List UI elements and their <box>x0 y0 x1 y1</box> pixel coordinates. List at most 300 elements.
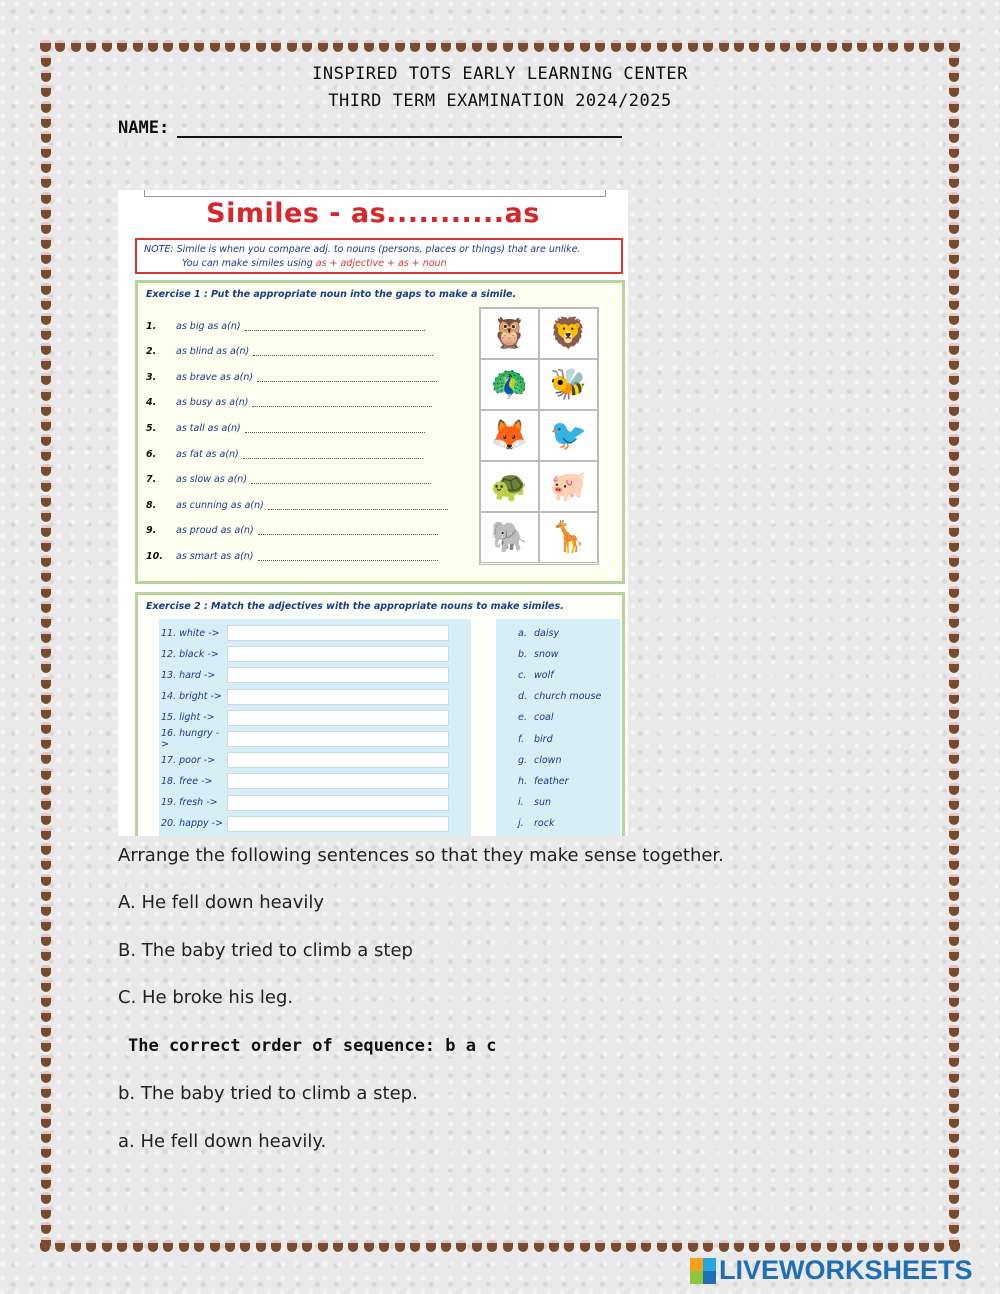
exam-title: THIRD TERM EXAMINATION 2024/2025 <box>328 91 672 111</box>
border-bead-icon <box>949 601 959 613</box>
border-bead-icon <box>41 586 51 598</box>
border-bead-icon <box>949 555 959 567</box>
note-line-2: You can make similes using <box>182 258 313 269</box>
border-bead-icon <box>672 40 682 52</box>
border-bead-icon <box>210 40 220 52</box>
exercise-1-item <box>146 396 432 410</box>
exercise-1-item <box>146 549 438 563</box>
border-bead-icon <box>703 40 713 52</box>
border-bead-icon <box>41 540 51 552</box>
item-text: as fat as a(n) <box>176 448 239 460</box>
border-bead-icon <box>41 1040 51 1052</box>
border-bead-icon <box>41 965 51 977</box>
border-bead-icon <box>179 40 189 52</box>
answer-blank[interactable] <box>257 373 437 382</box>
name-input-line[interactable] <box>177 118 622 138</box>
border-bead-icon <box>41 677 51 689</box>
animal-picture-icon: 🦊 <box>480 410 539 461</box>
exercise-1 <box>135 280 625 584</box>
border-bead-icon <box>41 1192 51 1204</box>
adjective-label: 18. free -> <box>161 775 213 787</box>
border-bead-icon <box>41 601 51 613</box>
noun-word: coal <box>534 712 554 724</box>
border-bead-icon <box>949 192 959 204</box>
border-bead-icon <box>41 995 51 1007</box>
item-text: as blind as a(n) <box>176 346 250 358</box>
note-line-1: NOTE: Simile is when you compare adj. to nouns (persons, places or things) that are unlike. <box>144 244 581 255</box>
border-bead-icon <box>949 373 959 385</box>
noun-option <box>518 646 559 662</box>
match-input[interactable] <box>227 625 449 641</box>
border-bead-icon <box>302 1240 312 1252</box>
border-bead-icon <box>580 1240 590 1252</box>
border-bead-icon <box>333 1240 343 1252</box>
adjective-label: 11. white -> <box>161 627 220 639</box>
border-bead-icon <box>888 40 898 52</box>
adjective-row <box>161 625 449 641</box>
match-input[interactable] <box>227 731 449 747</box>
border-bead-icon <box>102 40 112 52</box>
item-text: as slow as a(n) <box>176 474 248 486</box>
noun-word: wolf <box>534 669 554 681</box>
border-bead-icon <box>41 752 51 764</box>
note-box <box>135 238 623 274</box>
border-bead-icon <box>210 1240 220 1252</box>
border-bead-icon <box>102 1240 112 1252</box>
border-bead-icon <box>55 40 65 52</box>
border-bead-icon <box>949 631 959 643</box>
border-bead-icon <box>71 1240 81 1252</box>
match-input[interactable] <box>227 646 449 662</box>
adjective-label: 15. light -> <box>161 712 215 724</box>
border-bead-icon <box>287 1240 297 1252</box>
border-bead-icon <box>41 616 51 628</box>
border-bead-icon <box>41 798 51 810</box>
animal-picture-icon: 🐘 <box>480 512 539 563</box>
exercise-1-item <box>146 473 431 487</box>
border-bead-icon <box>564 1240 574 1252</box>
border-bead-icon <box>41 464 51 476</box>
adjective-row <box>161 667 449 683</box>
school-name: INSPIRED TOTS EARLY LEARNING CENTER <box>312 64 688 84</box>
border-bead-icon <box>949 722 959 734</box>
border-bead-icon <box>163 1240 173 1252</box>
border-bead-icon <box>41 768 51 780</box>
noun-word: clown <box>534 754 562 766</box>
match-input[interactable] <box>227 752 449 768</box>
border-bead-icon <box>41 813 51 825</box>
border-bead-icon <box>734 1240 744 1252</box>
border-bead-icon <box>949 798 959 810</box>
adjective-label: 20. happy -> <box>161 818 224 830</box>
border-bead-icon <box>949 1116 959 1128</box>
item-text: as cunning as a(n) <box>176 499 264 511</box>
match-input[interactable] <box>227 816 449 832</box>
border-bead-icon <box>719 40 729 52</box>
sentence-b: B. The baby tried to climb a step <box>118 940 413 961</box>
match-input[interactable] <box>227 689 449 705</box>
border-bead-icon <box>86 40 96 52</box>
border-bead-icon <box>949 222 959 234</box>
border-bead-icon <box>318 1240 328 1252</box>
item-number: 3. <box>146 371 157 383</box>
similes-worksheet-image <box>118 190 628 836</box>
animal-picture-icon: 🦁 <box>539 308 598 359</box>
border-bead-icon <box>949 1040 959 1052</box>
border-bead-icon <box>949 1237 959 1249</box>
border-bead-icon <box>765 1240 775 1252</box>
border-bead-icon <box>827 1240 837 1252</box>
border-bead-icon <box>949 1025 959 1037</box>
adjective-row <box>161 752 449 768</box>
exercise-1-item <box>146 345 433 359</box>
border-bead-icon <box>765 40 775 52</box>
noun-option <box>518 667 554 683</box>
border-bead-icon <box>949 510 959 522</box>
border-bead-icon <box>949 980 959 992</box>
worksheet-title: Similes - as...........as <box>118 198 628 229</box>
border-bead-icon <box>503 1240 513 1252</box>
border-bead-icon <box>949 343 959 355</box>
noun-letter: b. <box>518 648 528 660</box>
border-bead-icon <box>41 783 51 795</box>
border-bead-icon <box>41 1025 51 1037</box>
border-bead-icon <box>348 40 358 52</box>
border-bead-icon <box>626 40 636 52</box>
border-bead-icon <box>240 40 250 52</box>
border-bead-icon <box>949 965 959 977</box>
border-bead-icon <box>949 889 959 901</box>
answer-blank[interactable] <box>243 450 423 459</box>
border-bead-icon <box>949 434 959 446</box>
border-bead-icon <box>395 40 405 52</box>
answer-blank[interactable] <box>252 398 432 407</box>
border-bead-icon <box>41 161 51 173</box>
border-bead-icon <box>949 480 959 492</box>
border-bead-icon <box>949 995 959 1007</box>
border-bead-icon <box>796 1240 806 1252</box>
item-text: as proud as a(n) <box>176 525 254 537</box>
adjective-row <box>161 689 449 705</box>
border-bead-icon <box>426 1240 436 1252</box>
border-bead-icon <box>949 858 959 870</box>
border-bead-icon <box>41 207 51 219</box>
border-bead-icon <box>41 389 51 401</box>
adjective-row <box>161 728 449 750</box>
noun-letter: d. <box>518 691 528 703</box>
noun-option <box>518 752 561 768</box>
border-bead-icon <box>842 40 852 52</box>
animal-picture-icon: 🐦 <box>539 410 598 461</box>
item-number: 10. <box>146 550 163 562</box>
border-bead-icon <box>41 919 51 931</box>
border-bead-icon <box>41 1207 51 1219</box>
border-bead-icon <box>41 843 51 855</box>
border-bead-icon <box>657 40 667 52</box>
border-bead-icon <box>41 889 51 901</box>
border-bead-icon <box>379 1240 389 1252</box>
page-border-right <box>946 40 962 1250</box>
noun-letter: a. <box>518 627 527 639</box>
border-bead-icon <box>934 1240 944 1252</box>
noun-letter: f. <box>518 733 525 745</box>
exercise-2-heading: Exercise 2 : Match the adjectives with the appropriate nouns to make similes. <box>146 601 564 612</box>
border-bead-icon <box>41 828 51 840</box>
border-bead-icon <box>904 40 914 52</box>
border-bead-icon <box>595 1240 605 1252</box>
border-bead-icon <box>949 404 959 416</box>
border-bead-icon <box>225 1240 235 1252</box>
answer-blank[interactable] <box>245 322 425 331</box>
border-bead-icon <box>41 358 51 370</box>
border-bead-icon <box>41 722 51 734</box>
border-bead-icon <box>919 1240 929 1252</box>
border-bead-icon <box>41 298 51 310</box>
border-bead-icon <box>364 1240 374 1252</box>
adjective-row <box>161 816 449 832</box>
border-bead-icon <box>949 540 959 552</box>
border-bead-icon <box>518 40 528 52</box>
item-number: 2. <box>146 346 157 358</box>
noun-word: sun <box>534 797 551 809</box>
answer-line-2: a. He fell down heavily. <box>118 1131 327 1152</box>
border-bead-icon <box>41 1010 51 1022</box>
adjective-label: 13. hard -> <box>161 669 216 681</box>
border-bead-icon <box>41 1237 51 1249</box>
match-input[interactable] <box>227 773 449 789</box>
border-bead-icon <box>949 828 959 840</box>
border-bead-icon <box>41 858 51 870</box>
border-bead-icon <box>949 1222 959 1234</box>
border-bead-icon <box>749 1240 759 1252</box>
border-bead-icon <box>734 40 744 52</box>
border-bead-icon <box>133 40 143 52</box>
border-bead-icon <box>949 1010 959 1022</box>
border-bead-icon <box>41 631 51 643</box>
border-bead-icon <box>364 40 374 52</box>
border-bead-icon <box>41 1162 51 1174</box>
border-bead-icon <box>949 267 959 279</box>
border-bead-icon <box>41 510 51 522</box>
border-bead-icon <box>41 934 51 946</box>
border-bead-icon <box>41 343 51 355</box>
border-bead-icon <box>41 176 51 188</box>
border-bead-icon <box>949 1177 959 1189</box>
border-bead-icon <box>949 1131 959 1143</box>
border-bead-icon <box>41 237 51 249</box>
noun-option <box>518 773 569 789</box>
border-bead-icon <box>117 40 127 52</box>
border-bead-icon <box>949 1192 959 1204</box>
adjective-label: 17. poor -> <box>161 754 216 766</box>
border-bead-icon <box>842 1240 852 1252</box>
animal-picture-icon: 🦚 <box>480 359 539 410</box>
border-bead-icon <box>41 1222 51 1234</box>
border-bead-icon <box>256 1240 266 1252</box>
border-bead-icon <box>456 1240 466 1252</box>
exercise-1-item <box>146 421 425 435</box>
border-bead-icon <box>133 1240 143 1252</box>
item-text: as busy as a(n) <box>176 397 249 409</box>
border-bead-icon <box>302 40 312 52</box>
border-bead-icon <box>949 752 959 764</box>
match-input[interactable] <box>227 667 449 683</box>
border-bead-icon <box>949 116 959 128</box>
border-bead-icon <box>949 616 959 628</box>
adjective-row <box>161 773 449 789</box>
border-bead-icon <box>41 1086 51 1098</box>
border-bead-icon <box>410 40 420 52</box>
exercise-1-item <box>146 447 423 461</box>
border-bead-icon <box>949 768 959 780</box>
border-bead-icon <box>271 40 281 52</box>
exercise-1-item <box>146 524 438 538</box>
border-bead-icon <box>857 40 867 52</box>
border-bead-icon <box>949 904 959 916</box>
border-bead-icon <box>41 692 51 704</box>
border-bead-icon <box>41 525 51 537</box>
brand-name: LIVEWORKSHEETS <box>719 1255 973 1285</box>
border-bead-icon <box>333 40 343 52</box>
answer-sequence: The correct order of sequence: b a c <box>128 1036 497 1056</box>
name-row <box>118 118 622 138</box>
border-bead-icon <box>426 40 436 52</box>
noun-option <box>518 689 601 705</box>
sentence-c: C. He broke his leg. <box>118 987 294 1008</box>
animal-picture-icon: 🦒 <box>539 512 598 563</box>
border-bead-icon <box>811 40 821 52</box>
answer-blank[interactable] <box>268 501 448 510</box>
border-bead-icon <box>441 1240 451 1252</box>
border-bead-icon <box>949 737 959 749</box>
border-bead-icon <box>163 40 173 52</box>
border-bead-icon <box>41 570 51 582</box>
border-bead-icon <box>949 176 959 188</box>
border-bead-icon <box>41 874 51 886</box>
border-bead-icon <box>949 358 959 370</box>
border-bead-icon <box>86 1240 96 1252</box>
border-bead-icon <box>41 434 51 446</box>
border-bead-icon <box>41 949 51 961</box>
liveworksheets-logo[interactable] <box>690 1255 973 1286</box>
border-bead-icon <box>949 570 959 582</box>
border-bead-icon <box>688 40 698 52</box>
border-bead-icon <box>949 252 959 264</box>
border-bead-icon <box>379 40 389 52</box>
page-border-bottom <box>40 1238 960 1254</box>
item-number: 4. <box>146 397 157 409</box>
border-bead-icon <box>549 40 559 52</box>
animal-picture-icon: 🐖 <box>539 461 598 512</box>
answer-blank[interactable] <box>251 475 431 484</box>
border-bead-icon <box>41 449 51 461</box>
noun-option <box>518 625 559 641</box>
adjective-label: 19. fresh -> <box>161 797 218 809</box>
border-bead-icon <box>857 1240 867 1252</box>
border-bead-icon <box>503 40 513 52</box>
match-input[interactable] <box>227 795 449 811</box>
exercise-1-item <box>146 370 437 384</box>
border-bead-icon <box>949 207 959 219</box>
answer-blank[interactable] <box>245 424 425 433</box>
border-bead-icon <box>41 283 51 295</box>
adjective-row <box>161 795 449 811</box>
answer-blank[interactable] <box>258 552 438 561</box>
noun-letter: j. <box>518 818 524 830</box>
border-bead-icon <box>919 40 929 52</box>
border-bead-icon <box>580 40 590 52</box>
animal-pictures <box>479 307 599 565</box>
arrange-instruction: Arrange the following sentences so that they make sense together. <box>118 845 724 866</box>
exercise-1-item <box>146 319 425 333</box>
border-bead-icon <box>271 1240 281 1252</box>
noun-word: snow <box>534 648 559 660</box>
answer-blank[interactable] <box>258 526 438 535</box>
adjective-row <box>161 710 449 726</box>
border-bead-icon <box>949 677 959 689</box>
border-bead-icon <box>148 40 158 52</box>
border-bead-icon <box>41 131 51 143</box>
animal-picture-icon: 🐢 <box>480 461 539 512</box>
border-bead-icon <box>117 1240 127 1252</box>
noun-letter: g. <box>518 754 528 766</box>
border-bead-icon <box>41 904 51 916</box>
noun-word: rock <box>534 818 555 830</box>
border-bead-icon <box>41 1116 51 1128</box>
border-bead-icon <box>949 40 959 52</box>
border-bead-icon <box>41 373 51 385</box>
noun-letter: e. <box>518 712 527 724</box>
border-bead-icon <box>41 737 51 749</box>
exercise-1-item <box>146 498 448 512</box>
border-bead-icon <box>949 146 959 158</box>
border-bead-icon <box>888 1240 898 1252</box>
border-bead-icon <box>904 1240 914 1252</box>
border-bead-icon <box>949 934 959 946</box>
border-bead-icon <box>949 525 959 537</box>
border-bead-icon <box>55 1240 65 1252</box>
border-bead-icon <box>41 707 51 719</box>
border-bead-icon <box>472 1240 482 1252</box>
border-bead-icon <box>641 1240 651 1252</box>
border-bead-icon <box>688 1240 698 1252</box>
border-bead-icon <box>749 40 759 52</box>
border-bead-icon <box>949 237 959 249</box>
border-bead-icon <box>949 1101 959 1113</box>
border-bead-icon <box>949 449 959 461</box>
border-bead-icon <box>626 1240 636 1252</box>
border-bead-icon <box>41 192 51 204</box>
border-bead-icon <box>287 40 297 52</box>
border-bead-icon <box>949 813 959 825</box>
border-bead-icon <box>41 980 51 992</box>
noun-option <box>518 731 553 747</box>
noun-option <box>518 816 554 832</box>
adjective-label: 16. hungry -> <box>161 728 220 750</box>
border-bead-icon <box>780 1240 790 1252</box>
border-bead-icon <box>410 1240 420 1252</box>
border-bead-icon <box>194 40 204 52</box>
item-number: 1. <box>146 320 157 332</box>
match-input[interactable] <box>227 710 449 726</box>
answer-blank[interactable] <box>253 347 433 356</box>
name-label: NAME: <box>118 118 170 138</box>
border-bead-icon <box>240 1240 250 1252</box>
border-bead-icon <box>949 1055 959 1067</box>
border-bead-icon <box>949 949 959 961</box>
border-bead-icon <box>949 464 959 476</box>
animal-picture-icon: 🐝 <box>539 359 598 410</box>
